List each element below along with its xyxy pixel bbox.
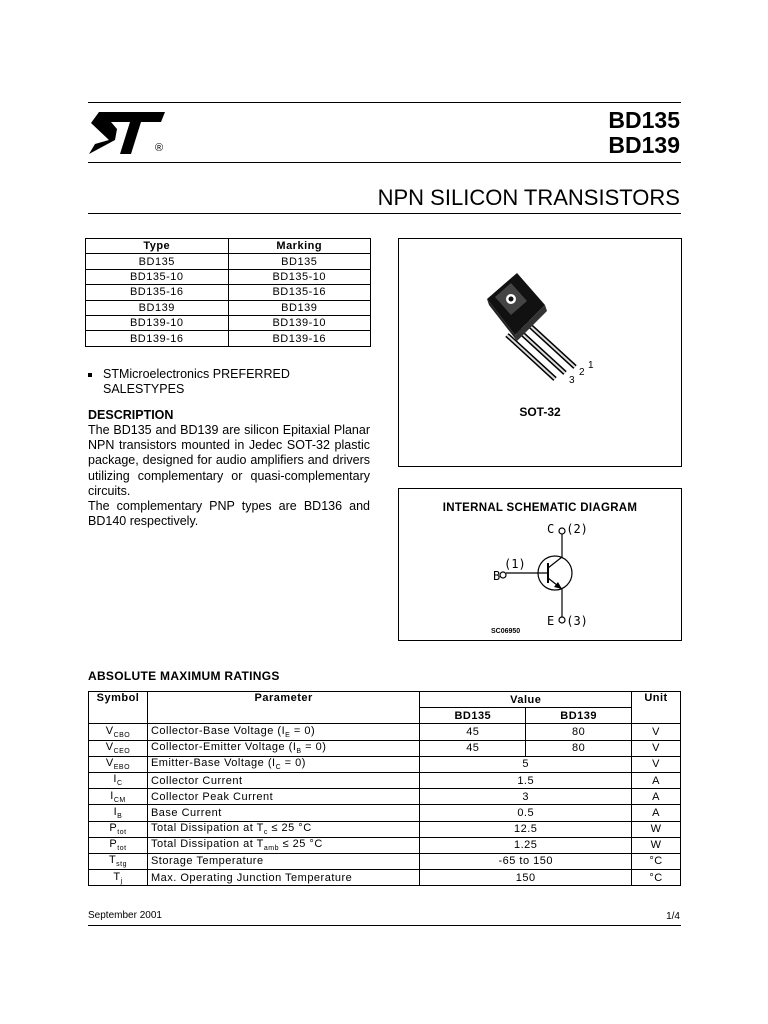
table-row <box>86 300 371 315</box>
table-row <box>86 285 371 300</box>
symbol-cell: $T_{stg}$ <box>89 853 148 869</box>
parameter-cell: Total Dissipation at $T_c \le 25$ °C <box>147 821 419 837</box>
pin-label-1: 1 <box>588 360 594 371</box>
pin-label-2: 2 <box>579 367 585 378</box>
table-row <box>86 331 371 346</box>
parameter-header: Parameter <box>147 692 419 724</box>
schematic-code: SC06950 <box>491 628 521 635</box>
table-row <box>89 821 681 837</box>
symbol-cell: $T_j$ <box>89 870 148 886</box>
parameter-cell: Max. Operating Junction Temperature <box>147 870 419 886</box>
description-body <box>88 423 370 529</box>
unit-cell: A <box>632 805 681 821</box>
unit-cell: W <box>632 821 681 837</box>
registered-mark: ® <box>155 142 164 154</box>
table-row <box>86 315 371 330</box>
bd135-value-cell: 45 <box>420 740 526 756</box>
part-number-1: BD135 <box>608 107 680 133</box>
table-row <box>89 805 681 821</box>
emitter-letter: E <box>547 614 555 628</box>
marking-cell: BD135 <box>228 254 371 269</box>
type-cell: BD135-10 <box>86 269 229 284</box>
marking-table-header <box>86 239 371 254</box>
symbol-cell: $P_{tot}$ <box>89 821 148 837</box>
description-paragraph: The BD135 and BD139 are silicon Epitaxial Planar NPN transistors mounted in Jedec SOT-32 plastic package, designed for audio amplifiers and drivers utilizing complementary or quasi-complementary circuits. <box>88 423 370 498</box>
unit-cell: A <box>632 772 681 788</box>
symbol-cell: $V_{CEO}$ <box>89 740 148 756</box>
type-cell: BD135-16 <box>86 285 229 300</box>
marking-header: Marking <box>228 239 371 254</box>
value-cell: 3 <box>420 789 632 805</box>
st-logo <box>89 110 169 158</box>
value-cell: 12.5 <box>420 821 632 837</box>
marking-table <box>85 238 371 347</box>
parameter-cell: Base Current <box>147 805 419 821</box>
bullet-square-icon <box>88 373 92 377</box>
bd139-value-cell: 80 <box>526 740 632 756</box>
emitter-label <box>547 614 588 628</box>
table-row <box>89 837 681 853</box>
table-row <box>89 853 681 869</box>
value-cell: 150 <box>420 870 632 886</box>
unit-cell: °C <box>632 870 681 886</box>
value-cell: -65 to 150 <box>420 853 632 869</box>
footer-page: 1/4 <box>666 911 680 922</box>
table-row <box>89 756 681 772</box>
page-title: NPN SILICON TRANSISTORS <box>377 185 680 210</box>
base-letter: B <box>493 569 501 583</box>
table-row <box>89 724 681 740</box>
unit-cell: °C <box>632 853 681 869</box>
parameter-cell: Collector-Base Voltage $(I_E = 0)$ <box>147 724 419 740</box>
parameter-cell: Storage Temperature <box>147 853 419 869</box>
marking-cell: BD139 <box>228 300 371 315</box>
footer-rule <box>88 925 681 926</box>
unit-cell: V <box>632 756 681 772</box>
value-cell: 1.25 <box>420 837 632 853</box>
ratings-header-row <box>89 692 681 708</box>
type-header: Type <box>86 239 229 254</box>
collector-pin: (2) <box>566 522 588 536</box>
package-box <box>398 238 682 467</box>
schematic-box <box>398 488 682 641</box>
type-cell: BD139-16 <box>86 331 229 346</box>
part-number-2: BD139 <box>608 132 680 158</box>
ratings-table <box>88 691 681 886</box>
schematic-title: INTERNAL SCHEMATIC DIAGRAM <box>442 502 638 514</box>
parameter-cell: Collector-Emitter Voltage $(I_B = 0)$ <box>147 740 419 756</box>
feature-text: STMicroelectronics PREFERRED SALESTYPES <box>103 367 290 396</box>
unit-cell: W <box>632 837 681 853</box>
symbol-cell: $P_{tot}$ <box>89 837 148 853</box>
unit-cell: V <box>632 740 681 756</box>
base-pin: (1) <box>504 557 526 571</box>
description-paragraph: The complementary PNP types are BD136 and BD140 respectively. <box>88 499 370 529</box>
unit-cell: A <box>632 789 681 805</box>
type-cell: BD139 <box>86 300 229 315</box>
marking-cell: BD139-10 <box>228 315 371 330</box>
table-row <box>86 254 371 269</box>
symbol-cell: $I_{CM}$ <box>89 789 148 805</box>
parameter-cell: Total Dissipation at $T_{amb} \le 25$ °C <box>147 837 419 853</box>
table-row <box>89 772 681 788</box>
pin-label-3: 3 <box>569 375 575 386</box>
collector-letter: C <box>547 522 555 536</box>
parameter-cell: Collector Current <box>147 772 419 788</box>
marking-cell: BD135-10 <box>228 269 371 284</box>
collector-label <box>547 522 588 536</box>
symbol-header: Symbol <box>89 692 148 724</box>
value-cell: 5 <box>420 756 632 772</box>
marking-cell: BD139-16 <box>228 331 371 346</box>
symbol-cell: $I_C$ <box>89 772 148 788</box>
table-row <box>89 789 681 805</box>
type-cell: BD135 <box>86 254 229 269</box>
title-rule <box>88 213 681 214</box>
value-cell: 0.5 <box>420 805 632 821</box>
top-rule <box>88 102 681 103</box>
header-rule <box>88 162 681 163</box>
table-row <box>89 740 681 756</box>
value-header: Value <box>420 692 632 708</box>
value-cell: 1.5 <box>420 772 632 788</box>
symbol-cell: $V_{EBO}$ <box>89 756 148 772</box>
bd139-header: BD139 <box>526 708 632 724</box>
table-row <box>89 870 681 886</box>
parameter-cell: Emitter-Base Voltage $(I_C = 0)$ <box>147 756 419 772</box>
bd139-value-cell: 80 <box>526 724 632 740</box>
bd135-value-cell: 45 <box>420 724 526 740</box>
symbol-cell: $I_B$ <box>89 805 148 821</box>
emitter-pin: (3) <box>566 614 588 628</box>
type-cell: BD139-10 <box>86 315 229 330</box>
ratings-heading: ABSOLUTE MAXIMUM RATINGS <box>88 669 280 683</box>
footer-date: September 2001 <box>88 910 162 921</box>
description-heading: DESCRIPTION <box>88 408 174 422</box>
unit-cell: V <box>632 724 681 740</box>
package-caption: SOT-32 <box>519 405 561 419</box>
marking-cell: BD135-16 <box>228 285 371 300</box>
parameter-cell: Collector Peak Current <box>147 789 419 805</box>
bd135-header: BD135 <box>420 708 526 724</box>
sot32-package-icon <box>399 239 681 399</box>
table-row <box>86 269 371 284</box>
unit-header: Unit <box>632 692 681 724</box>
symbol-cell: $V_{CBO}$ <box>89 724 148 740</box>
npn-transistor-symbol <box>399 489 681 640</box>
